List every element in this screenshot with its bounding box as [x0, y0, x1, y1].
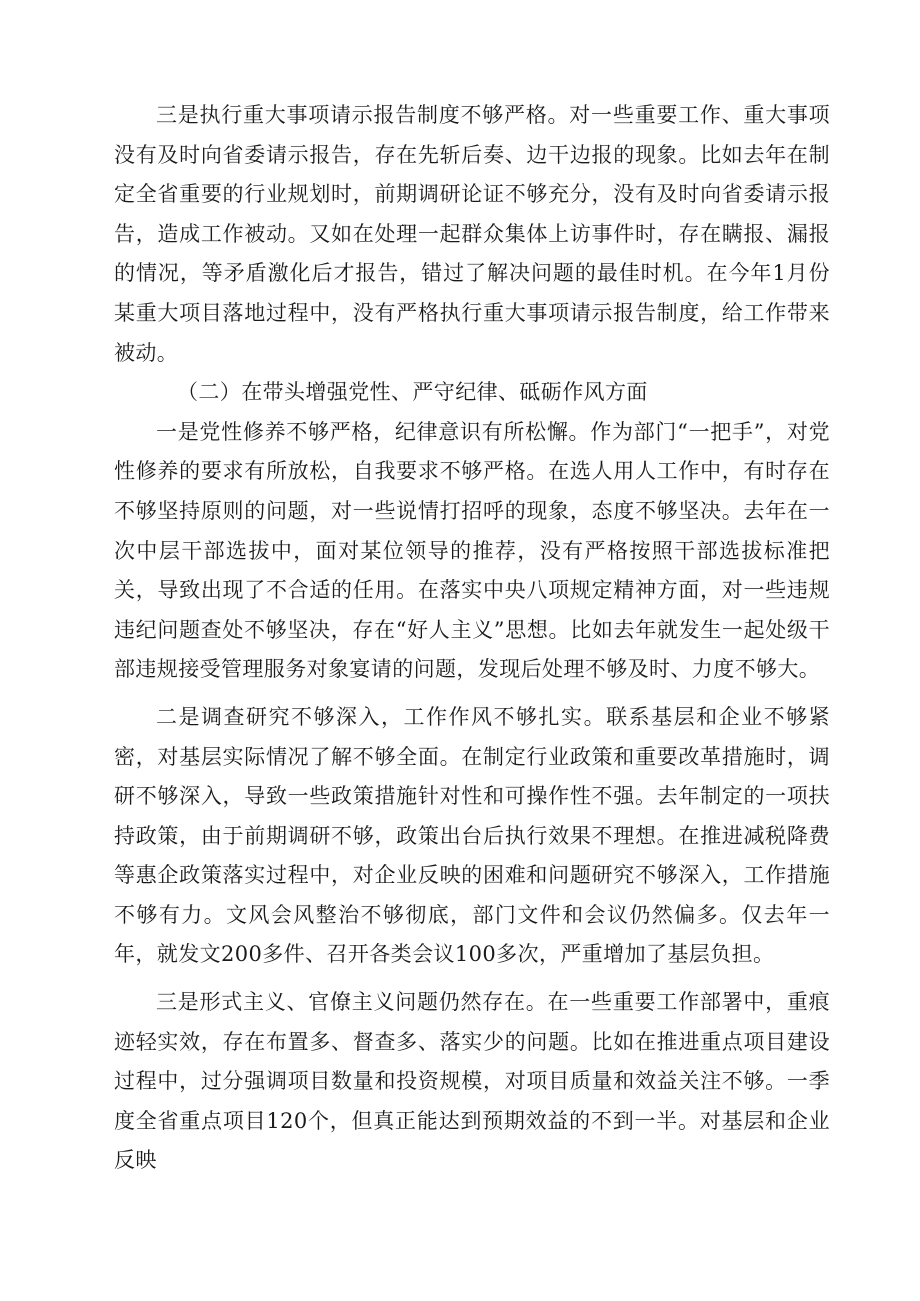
paragraph-research-work-style: 二是调查研究不够深入，工作作风不够扎实。联系基层和企业不够紧密，对基层实际情况了解不够全面。在制定行业政策和重要改革措施时，调研不够深入，导致一些政策措施针对性和可操作性不强。去年制定的一项扶持政策，由于前期调研不够，政策出台后执行效果不理想。在推进减税降费等惠企政策落实过程中，对企业反映的困难和问题研究不够深入，工作措施不够有力。文风会风整治不够彻底，部门文件和会议仍然偏多。仅去年一年，就发文200多件、召开各类会议100多次，严重增加了基层负担。	[114, 704, 830, 967]
paragraph-party-spirit-discipline: 一是党性修养不够严格，纪律意识有所松懈。作为部门“一把手”，对党性修养的要求有所放松，自我要求不够严格。在选人用人工作中，有时存在不够坚持原则的问题，对一些说情打招呼的现象，态度不够坚决。去年在一次中层干部选拔中，面对某位领导的推荐，没有严格按照干部选拔标准把关，导致出现了不合适的任用。在落实中央八项规定精神方面，对一些违规违纪问题查处不够坚决，存在“好人主义”思想。比如去年就发生一起处级干部违规接受管理服务对象宴请的问题，发现后处理不够及时、力度不够大。	[114, 419, 830, 682]
paragraph-major-matters-reporting: 三是执行重大事项请示报告制度不够严格。对一些重要工作、重大事项没有及时向省委请示报告，存在先斩后奏、边干边报的现象。比如去年在制定全省重要的行业规划时，前期调研论证不够充分，没有及时向省委请示报告，造成工作被动。又如在处理一起群众集体上访事件时，存在瞒报、漏报的情况，等矛盾激化后才报告，错过了解决问题的最佳时机。在今年1月份某重大项目落地过程中，没有严格执行重大事项请示报告制度，给工作带来被动。	[114, 103, 830, 365]
section-heading-party-spirit: （二）在带头增强党性、严守纪律、砥砺作风方面	[177, 380, 648, 405]
document-body	[114, 96, 830, 1181]
paragraph-formalism-bureaucracy: 三是形式主义、官僚主义问题仍然存在。在一些重要工作部署中，重痕迹轻实效，存在布置多、督查多、落实少的问题。比如在推进重点项目建设过程中，过分强调项目数量和投资规模，对项目质量和效益关注不够。一季度全省重点项目120个，但真正能达到预期效益的不到一半。对基层和企业反映	[114, 990, 830, 1173]
